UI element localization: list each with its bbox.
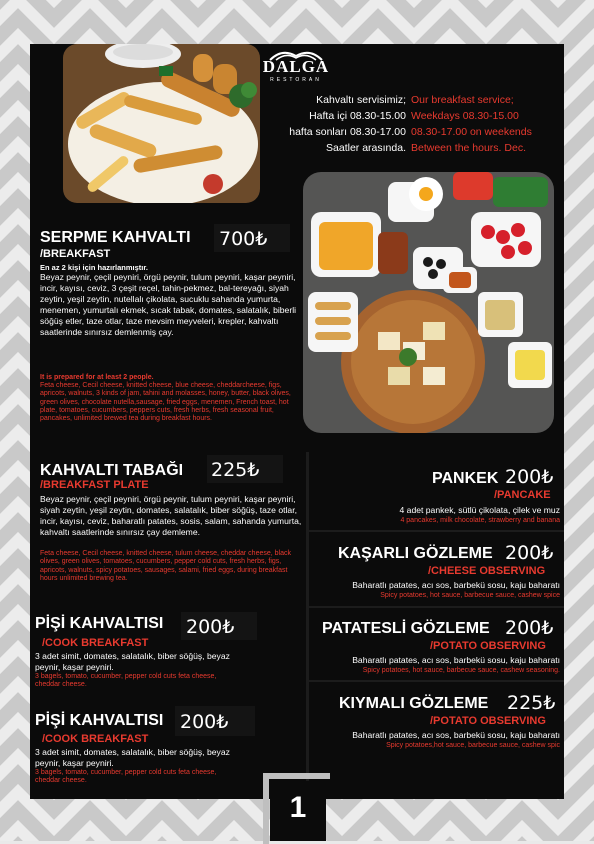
kiymali-subtitle: /POTATO OBSERVING — [430, 715, 546, 727]
patatesli-description: Baharatlı patates, acı sos, barbekü sosu, kaju baharatı — [352, 655, 560, 665]
patatesli-subtitle: /POTATO OBSERVING — [430, 640, 546, 652]
patatesli-price: 200₺ — [505, 617, 554, 639]
kasarli-price: 200₺ — [505, 542, 554, 564]
page-number: 1 — [270, 781, 326, 841]
pisi1-description-en: 3 bagels, tomato, cucumber, pepper cold cuts feta cheese, cheddar cheese. — [35, 673, 217, 689]
tabagi-description-en: Feta cheese, Cecil cheese, knitted cheese, tulum cheese, cheddar cheese, black olives, green olives, tomatoes, cucumbers, pepper cold cuts, fresh herbs, figs, apricots, walnuts, spicy potatoes, sausages, salami, fried eggs, during breakfast hours unlimited brewing tea. — [40, 550, 291, 582]
pisi1-price: 200₺ — [186, 616, 235, 638]
section-divider — [308, 680, 564, 682]
tabagi-price: 225₺ — [211, 459, 260, 481]
hours-line-en: Weekdays 08.30-15.00 — [411, 110, 519, 122]
serpme-price: 700₺ — [219, 228, 268, 250]
patatesli-title: PATATESLİ GÖZLEME — [322, 620, 490, 637]
hours-line-en: 08.30-17.00 on weekends — [411, 126, 532, 138]
pankek-title: PANKEK — [432, 470, 499, 487]
pisi2-title: PİŞİ KAHVALTISI — [35, 712, 164, 729]
hours-english — [411, 92, 561, 156]
tabagi-title: KAHVALTI TABAĞI — [40, 462, 184, 479]
section-divider — [308, 530, 564, 532]
pisi2-subtitle: /COOK BREAKFAST — [42, 733, 149, 745]
column-divider — [306, 452, 309, 792]
brand-name: DALGA — [262, 57, 330, 76]
hours-line: hafta sonları 08.30-17.00 — [289, 126, 406, 138]
hours-turkish — [250, 92, 406, 156]
kiymali-description-en: Spicy potatoes,hot sauce, barbecue sauce, cashew spic — [386, 742, 560, 749]
hours-line-en: Our breakfast service; — [411, 94, 514, 106]
pankek-subtitle: /PANCAKE — [494, 489, 551, 501]
serpme-note: En az 2 kişi için hazırlanmıştır. — [40, 263, 148, 272]
serpme-title: SERPME KAHVALTI — [40, 229, 191, 246]
pisi1-subtitle: /COOK BREAKFAST — [42, 637, 149, 649]
pisi2-price: 200₺ — [180, 711, 229, 733]
serpme-description-en: Feta cheese, Cecil cheese, knitted cheese, blue cheese, cheddarcheese, figs, apricots, walnuts, 3 kinds of jam, tahini and molasses, honey, butter, black olives, green olives, chocolate nutella,sausage, fried eggs, menemen, French toast, hot plate, tomatoes, cucumbers, peppers cuts, fresh herbs, fresh seasonal fruit, pancakes, unlimited brewed tea during breakfast hours. — [40, 382, 291, 423]
patatesli-description-en: Spicy potatoes, hot sauce, barbecue sauce, cashew seasoning. — [362, 667, 560, 674]
food-photo-breakfast-spread — [303, 172, 554, 433]
wave-logo-icon — [268, 48, 324, 62]
pisi1-description: 3 adet simit, domates, salatalık, biber söğüş, beyaz peynir, kaşar peyniri. — [35, 651, 230, 672]
kasarli-subtitle: /CHEESE OBSERVING — [428, 565, 546, 577]
pisi2-description-en: 3 bagels, tomato, cucumber, pepper cold cuts feta cheese, cheddar cheese. — [35, 769, 217, 785]
hours-line: Kahvaltı servisimiz; — [316, 94, 406, 106]
serpme-description: Beyaz peynir, çeçil peyniri, örgü peynir, tulum peyniri, kaşar peyniri, incir, kayısı, ceviz, 3 çeşit reçel, tahin-pekmez, bal-tereyağı, siyah zeytin, yeşil zeytin, nutellalı çikolata, sucuklu sahanda yumurta, menemen, yumurtalı ekmek, sıcak tabak, domates, salatalık, biberli söğüş etler, taze otlar, taze mevsim meyveleri, krepler, kahvaltı saatlerinde sınırsız demlenmiş çay. — [40, 272, 297, 337]
kasarli-description-en: Spicy potatoes, hot sauce, barbecue sauce, cashew spice — [380, 592, 560, 599]
hours-line: Saatler arasında. — [326, 142, 406, 154]
pisi1-title: PİŞİ KAHVALTISI — [35, 615, 164, 632]
tabagi-subtitle: /BREAKFAST PLATE — [40, 479, 149, 491]
pankek-price: 200₺ — [505, 466, 554, 488]
serpme-subtitle: /BREAKFAST — [40, 248, 111, 260]
hours-line-en: Between the hours. Dec. — [411, 142, 526, 154]
restaurant-logo — [256, 44, 336, 92]
hours-line: Hafta içi 08.30-15.00 — [309, 110, 406, 122]
pankek-description-en: 4 pancakes, milk chocolate, strawberry and banana — [400, 517, 560, 524]
kasarli-description: Baharatlı patates, acı sos, barbekü sosu, kaju baharatı — [352, 580, 560, 590]
kiymali-description: Baharatlı patates, acı sos, barbekü sosu, kaju baharatı — [352, 730, 560, 740]
kiymali-title: KIYMALI GÖZLEME — [339, 695, 489, 712]
pankek-description: 4 adet pankek, sütlü çikolata, çilek ve muz — [399, 505, 560, 515]
brand-sub: RESTORAN — [270, 77, 322, 83]
pisi2-description: 3 adet simit, domates, salatalık, biber söğüş, beyaz peynir, kaşar peyniri. — [35, 747, 230, 768]
tabagi-description: Beyaz peynir, çeçil peyniri, örgü peynir, tulum peyniri, kaşar peyniri, siyah zeytin, yeşil zeytin, domates, salatalık, biber söğüş, taze otlar, incir, kayısı, ceviz, baharatlı patates, sosis, salam, sahanda yumurta, kahvaltı saatlerinde sınırsız çay demleme. — [40, 494, 302, 537]
section-divider — [308, 606, 564, 608]
kasarli-title: KAŞARLI GÖZLEME — [338, 545, 493, 562]
food-photo-fried-plate — [63, 44, 260, 203]
kiymali-price: 225₺ — [507, 692, 556, 714]
serpme-note-en: It is prepared for at least 2 people. — [40, 374, 154, 381]
